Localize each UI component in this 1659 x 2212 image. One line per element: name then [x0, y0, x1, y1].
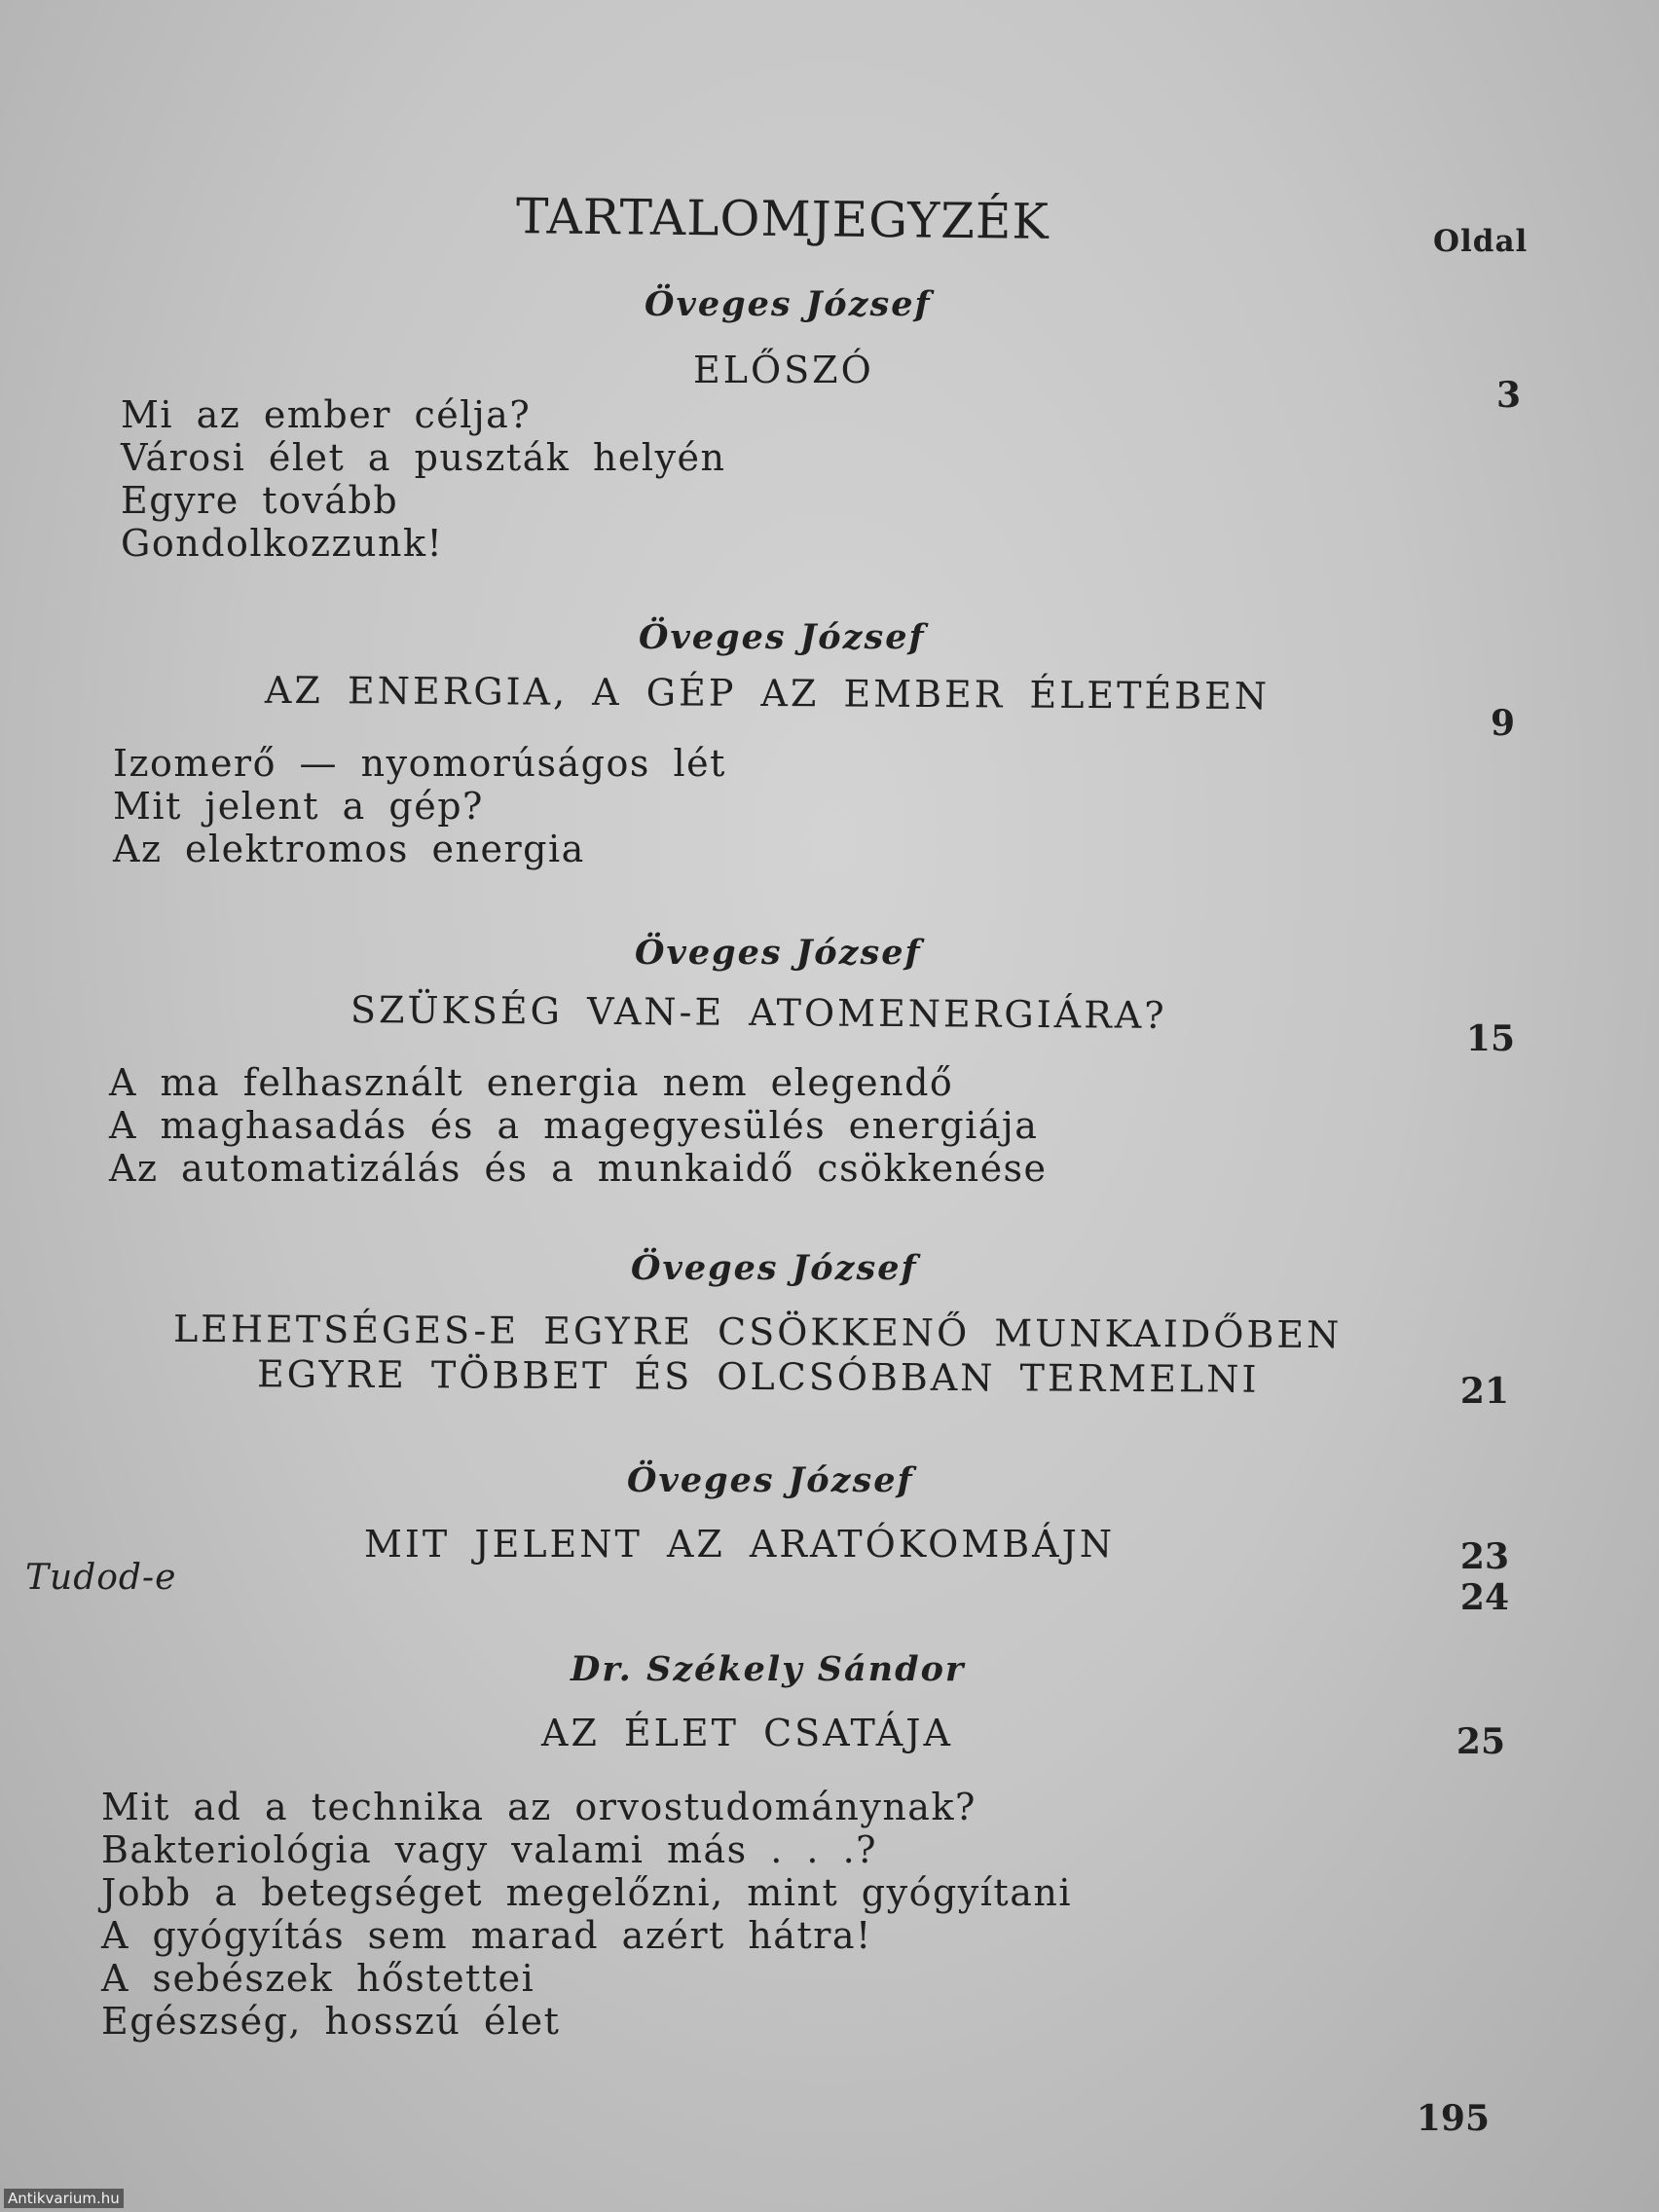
- subtopic-item: A maghasadás és a magegyesülés energiája: [109, 1104, 1039, 1147]
- section-2-page: 9: [1490, 703, 1515, 744]
- tudod-e-label: Tudod-e: [25, 1558, 177, 1598]
- section-2-title: AZ ENERGIA, A GÉP AZ EMBER ÉLETÉBEN: [264, 668, 1271, 719]
- watermark: Antikvarium.hu: [4, 2189, 124, 2208]
- section-1-page: 3: [1495, 375, 1521, 416]
- subtopic-item: Jobb a betegséget megelőzni, mint gyógyítani: [101, 1871, 1072, 1914]
- section-5-author: Öveges József: [627, 1460, 914, 1500]
- section-1-author: Öveges József: [645, 284, 932, 324]
- subtopic-item: Városi élet a puszták helyén: [121, 436, 726, 479]
- page-number: 195: [1416, 2098, 1490, 2139]
- section-4-author: Öveges József: [631, 1248, 918, 1288]
- section-3-subtopics: [109, 1061, 1048, 1190]
- section-6-subtopics: [101, 1786, 1072, 2043]
- subtopic-item: Mit ad a technika az orvostudománynak?: [101, 1786, 977, 1828]
- subtopic-item: Mi az ember célja?: [121, 393, 532, 436]
- subtopic-item: Mit jelent a gép?: [113, 785, 484, 828]
- subtopic-item: A gyógyítás sem marad azért hátra!: [101, 1914, 872, 1957]
- section-1-title: ELŐSZÓ: [693, 349, 874, 391]
- section-4-title-line-1: LEHETSÉGES-E EGYRE CSÖKKENŐ MUNKAIDŐBEN: [172, 1307, 1343, 1357]
- section-5-title: MIT JELENT AZ ARATÓKOMBÁJN: [364, 1523, 1116, 1566]
- page-title: TARTALOMJEGYZÉK: [515, 188, 1051, 250]
- section-4-page: 21: [1459, 1371, 1509, 1412]
- page-column-label: Oldal: [1433, 224, 1529, 259]
- section-2-subtopics: [113, 742, 726, 870]
- section-6-title: AZ ÉLET CSATÁJA: [541, 1712, 953, 1754]
- section-2-author: Öveges József: [639, 617, 926, 657]
- section-3-title: SZÜKSÉG VAN-E ATOMENERGIÁRA?: [350, 988, 1167, 1037]
- subtopic-item: Egészség, hosszú élet: [101, 2000, 561, 2043]
- subtopic-item: Gondolkozzunk!: [121, 522, 444, 565]
- section-5-page: 23: [1459, 1536, 1509, 1577]
- section-6-page: 25: [1456, 1721, 1505, 1762]
- tudod-e-page: 24: [1459, 1577, 1509, 1618]
- section-4-title-line-2: EGYRE TÖBBET ÉS OLCSÓBBAN TERMELNI: [256, 1352, 1260, 1401]
- subtopic-item: Egyre tovább: [121, 479, 399, 522]
- subtopic-item: Izomerő — nyomorúságos lét: [113, 742, 726, 785]
- section-3-page: 15: [1465, 1018, 1515, 1059]
- section-1-subtopics: [121, 393, 726, 565]
- subtopic-item: Az automatizálás és a munkaidő csökkenése: [109, 1147, 1048, 1190]
- section-3-author: Öveges József: [635, 933, 922, 973]
- subtopic-item: A sebészek hőstettei: [101, 1957, 535, 2000]
- subtopic-item: A ma felhasznált energia nem elegendő: [109, 1061, 954, 1104]
- subtopic-item: Az elektromos energia: [113, 828, 585, 870]
- section-6-author: Dr. Székely Sándor: [571, 1649, 966, 1689]
- subtopic-item: Bakteriológia vagy valami más . . .?: [101, 1828, 878, 1871]
